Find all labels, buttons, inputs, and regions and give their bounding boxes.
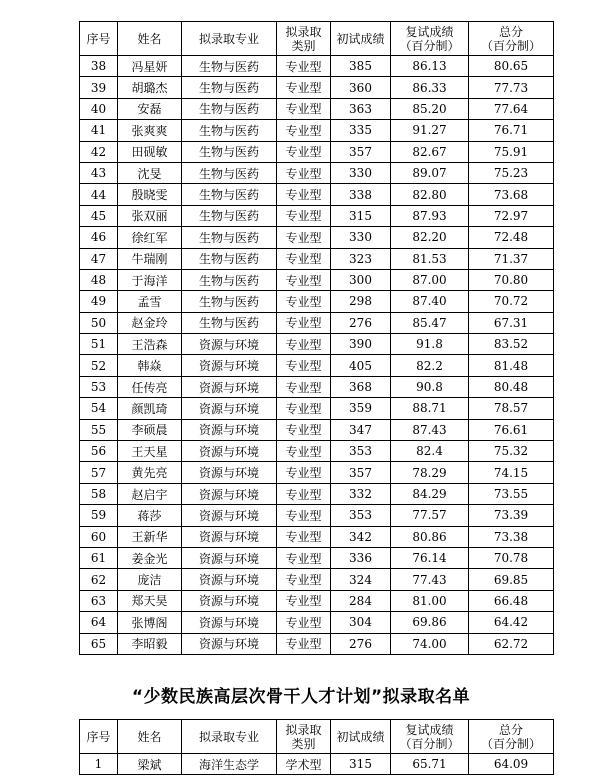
cell-total-score: 70.80 bbox=[469, 269, 554, 290]
cell-total-score: 77.64 bbox=[469, 98, 554, 119]
cell-name: 李硕晨 bbox=[118, 419, 182, 440]
cell-major: 资源与环境 bbox=[182, 633, 277, 654]
cell-seq: 65 bbox=[80, 633, 118, 654]
cell-type: 专业型 bbox=[277, 462, 331, 483]
table-row bbox=[80, 547, 554, 568]
cell-name: 于海洋 bbox=[118, 269, 182, 290]
header-total-score: 总分 （百分制） bbox=[469, 22, 554, 56]
cell-retest-score: 87.93 bbox=[391, 205, 469, 226]
cell-major: 生物与医药 bbox=[182, 205, 277, 226]
cell-name: 王新华 bbox=[118, 526, 182, 547]
cell-name: 冯星妍 bbox=[118, 56, 182, 77]
cell-name: 李昭毅 bbox=[118, 633, 182, 654]
cell-retest-score: 90.8 bbox=[391, 376, 469, 397]
cell-type: 专业型 bbox=[277, 77, 331, 98]
cell-seq: 45 bbox=[80, 205, 118, 226]
cell-type: 专业型 bbox=[277, 612, 331, 633]
cell-total-score: 75.23 bbox=[469, 162, 554, 183]
cell-name: 王天星 bbox=[118, 441, 182, 462]
cell-initial-score: 363 bbox=[331, 98, 391, 119]
cell-seq: 56 bbox=[80, 441, 118, 462]
table-row bbox=[80, 526, 554, 547]
cell-type: 专业型 bbox=[277, 162, 331, 183]
cell-total-score: 73.68 bbox=[469, 184, 554, 205]
cell-seq: 55 bbox=[80, 419, 118, 440]
header-initial-score: 初试成绩 bbox=[331, 720, 391, 754]
minority-section-title: “少数民族高层次骨干人才计划”拟录取名单 bbox=[131, 687, 471, 707]
cell-type: 专业型 bbox=[277, 205, 331, 226]
cell-name: 张双丽 bbox=[118, 205, 182, 226]
cell-seq: 49 bbox=[80, 291, 118, 312]
table-row bbox=[80, 120, 554, 141]
cell-initial-score: 330 bbox=[331, 162, 391, 183]
cell-retest-score: 77.57 bbox=[391, 505, 469, 526]
cell-type: 专业型 bbox=[277, 419, 331, 440]
table-header-row bbox=[80, 22, 554, 56]
table-row bbox=[80, 612, 554, 633]
table-row bbox=[80, 398, 554, 419]
cell-name: 田砚敏 bbox=[118, 141, 182, 162]
cell-retest-score: 88.71 bbox=[391, 398, 469, 419]
cell-total-score: 72.97 bbox=[469, 205, 554, 226]
cell-type: 专业型 bbox=[277, 269, 331, 290]
cell-type: 专业型 bbox=[277, 569, 331, 590]
cell-seq: 53 bbox=[80, 376, 118, 397]
cell-seq: 54 bbox=[80, 398, 118, 419]
cell-name: 张博阁 bbox=[118, 612, 182, 633]
cell-total-score: 75.32 bbox=[469, 441, 554, 462]
table-row bbox=[80, 419, 554, 440]
cell-seq: 43 bbox=[80, 162, 118, 183]
cell-name: 安磊 bbox=[118, 98, 182, 119]
cell-retest-score: 82.80 bbox=[391, 184, 469, 205]
cell-initial-score: 324 bbox=[331, 569, 391, 590]
cell-retest-score: 77.43 bbox=[391, 569, 469, 590]
cell-seq: 40 bbox=[80, 98, 118, 119]
cell-name: 庞洁 bbox=[118, 569, 182, 590]
cell-major: 生物与医药 bbox=[182, 162, 277, 183]
cell-retest-score: 76.14 bbox=[391, 547, 469, 568]
cell-name: 赵启宇 bbox=[118, 483, 182, 504]
cell-type: 专业型 bbox=[277, 355, 331, 376]
cell-major: 资源与环境 bbox=[182, 547, 277, 568]
table-row bbox=[80, 56, 554, 77]
cell-total-score: 70.78 bbox=[469, 547, 554, 568]
cell-total-score: 76.61 bbox=[469, 419, 554, 440]
cell-retest-score: 81.00 bbox=[391, 590, 469, 611]
cell-major: 资源与环境 bbox=[182, 569, 277, 590]
cell-retest-score: 87.00 bbox=[391, 269, 469, 290]
table-row bbox=[80, 205, 554, 226]
cell-initial-score: 330 bbox=[331, 227, 391, 248]
cell-name: 殷晓雯 bbox=[118, 184, 182, 205]
cell-major: 资源与环境 bbox=[182, 590, 277, 611]
cell-initial-score: 336 bbox=[331, 547, 391, 568]
table-row bbox=[80, 754, 554, 775]
cell-retest-score: 81.53 bbox=[391, 248, 469, 269]
table-row bbox=[80, 141, 554, 162]
cell-seq: 50 bbox=[80, 312, 118, 333]
cell-seq: 60 bbox=[80, 526, 118, 547]
cell-major: 资源与环境 bbox=[182, 376, 277, 397]
cell-major: 生物与医药 bbox=[182, 56, 277, 77]
cell-total-score: 64.42 bbox=[469, 612, 554, 633]
table-row bbox=[80, 162, 554, 183]
cell-initial-score: 304 bbox=[331, 612, 391, 633]
cell-major: 资源与环境 bbox=[182, 505, 277, 526]
cell-name: 梁斌 bbox=[118, 754, 182, 775]
cell-seq: 1 bbox=[80, 754, 118, 775]
cell-retest-score: 84.29 bbox=[391, 483, 469, 504]
cell-total-score: 80.65 bbox=[469, 56, 554, 77]
cell-major: 生物与医药 bbox=[182, 269, 277, 290]
cell-type: 专业型 bbox=[277, 590, 331, 611]
cell-retest-score: 82.67 bbox=[391, 141, 469, 162]
cell-initial-score: 368 bbox=[331, 376, 391, 397]
cell-initial-score: 357 bbox=[331, 462, 391, 483]
cell-total-score: 81.48 bbox=[469, 355, 554, 376]
cell-seq: 39 bbox=[80, 77, 118, 98]
cell-type: 专业型 bbox=[277, 633, 331, 654]
cell-total-score: 73.38 bbox=[469, 526, 554, 547]
cell-retest-score: 82.4 bbox=[391, 441, 469, 462]
cell-major: 生物与医药 bbox=[182, 77, 277, 98]
cell-type: 专业型 bbox=[277, 56, 331, 77]
cell-major: 生物与医药 bbox=[182, 227, 277, 248]
cell-major: 生物与医药 bbox=[182, 184, 277, 205]
cell-name: 孟雪 bbox=[118, 291, 182, 312]
header-type: 拟录取 类别 bbox=[277, 22, 331, 56]
table-row bbox=[80, 569, 554, 590]
table-row bbox=[80, 633, 554, 654]
cell-total-score: 77.73 bbox=[469, 77, 554, 98]
cell-total-score: 72.48 bbox=[469, 227, 554, 248]
cell-initial-score: 338 bbox=[331, 184, 391, 205]
cell-total-score: 73.39 bbox=[469, 505, 554, 526]
cell-initial-score: 276 bbox=[331, 633, 391, 654]
cell-initial-score: 347 bbox=[331, 419, 391, 440]
cell-major: 海洋生态学 bbox=[182, 754, 277, 775]
cell-initial-score: 360 bbox=[331, 77, 391, 98]
cell-name: 颜凯琦 bbox=[118, 398, 182, 419]
cell-initial-score: 357 bbox=[331, 141, 391, 162]
cell-seq: 46 bbox=[80, 227, 118, 248]
table-row bbox=[80, 248, 554, 269]
cell-retest-score: 87.43 bbox=[391, 419, 469, 440]
cell-initial-score: 335 bbox=[331, 120, 391, 141]
cell-type: 专业型 bbox=[277, 291, 331, 312]
cell-total-score: 76.71 bbox=[469, 120, 554, 141]
cell-major: 资源与环境 bbox=[182, 612, 277, 633]
cell-seq: 63 bbox=[80, 590, 118, 611]
table-row bbox=[80, 441, 554, 462]
table-row bbox=[80, 483, 554, 504]
cell-name: 黄先亮 bbox=[118, 462, 182, 483]
cell-type: 专业型 bbox=[277, 184, 331, 205]
cell-initial-score: 300 bbox=[331, 269, 391, 290]
cell-major: 资源与环境 bbox=[182, 398, 277, 419]
admission-table bbox=[79, 21, 554, 655]
cell-seq: 38 bbox=[80, 56, 118, 77]
cell-retest-score: 87.40 bbox=[391, 291, 469, 312]
header-name: 姓名 bbox=[118, 720, 182, 754]
cell-type: 专业型 bbox=[277, 227, 331, 248]
cell-retest-score: 74.00 bbox=[391, 633, 469, 654]
table-row bbox=[80, 184, 554, 205]
cell-name: 姜金光 bbox=[118, 547, 182, 568]
cell-initial-score: 405 bbox=[331, 355, 391, 376]
cell-retest-score: 86.13 bbox=[391, 56, 469, 77]
cell-initial-score: 276 bbox=[331, 312, 391, 333]
cell-major: 资源与环境 bbox=[182, 334, 277, 355]
cell-seq: 57 bbox=[80, 462, 118, 483]
cell-name: 赵金玲 bbox=[118, 312, 182, 333]
cell-retest-score: 82.2 bbox=[391, 355, 469, 376]
cell-name: 蒋莎 bbox=[118, 505, 182, 526]
cell-name: 郑天昊 bbox=[118, 590, 182, 611]
cell-retest-score: 91.8 bbox=[391, 334, 469, 355]
cell-seq: 58 bbox=[80, 483, 118, 504]
table-row bbox=[80, 291, 554, 312]
cell-retest-score: 89.07 bbox=[391, 162, 469, 183]
cell-name: 张爽爽 bbox=[118, 120, 182, 141]
cell-major: 生物与医药 bbox=[182, 141, 277, 162]
cell-seq: 44 bbox=[80, 184, 118, 205]
cell-major: 资源与环境 bbox=[182, 526, 277, 547]
header-major: 拟录取专业 bbox=[182, 22, 277, 56]
cell-type: 专业型 bbox=[277, 312, 331, 333]
cell-total-score: 83.52 bbox=[469, 334, 554, 355]
table-row bbox=[80, 77, 554, 98]
cell-seq: 48 bbox=[80, 269, 118, 290]
cell-total-score: 73.55 bbox=[469, 483, 554, 504]
cell-type: 专业型 bbox=[277, 248, 331, 269]
cell-seq: 64 bbox=[80, 612, 118, 633]
cell-initial-score: 315 bbox=[331, 205, 391, 226]
cell-major: 生物与医药 bbox=[182, 98, 277, 119]
table-row bbox=[80, 376, 554, 397]
cell-type: 专业型 bbox=[277, 334, 331, 355]
header-seq: 序号 bbox=[80, 22, 118, 56]
cell-total-score: 75.91 bbox=[469, 141, 554, 162]
cell-seq: 51 bbox=[80, 334, 118, 355]
header-type: 拟录取 类别 bbox=[277, 720, 331, 754]
cell-total-score: 70.72 bbox=[469, 291, 554, 312]
cell-type: 专业型 bbox=[277, 483, 331, 504]
cell-initial-score: 353 bbox=[331, 505, 391, 526]
cell-major: 资源与环境 bbox=[182, 462, 277, 483]
cell-type: 专业型 bbox=[277, 98, 331, 119]
cell-retest-score: 65.71 bbox=[391, 754, 469, 775]
cell-name: 任传亮 bbox=[118, 376, 182, 397]
cell-initial-score: 284 bbox=[331, 590, 391, 611]
cell-major: 生物与医药 bbox=[182, 312, 277, 333]
cell-name: 韩焱 bbox=[118, 355, 182, 376]
cell-name: 胡璐杰 bbox=[118, 77, 182, 98]
header-initial-score: 初试成绩 bbox=[331, 22, 391, 56]
minority-admission-table bbox=[79, 719, 554, 775]
cell-seq: 47 bbox=[80, 248, 118, 269]
cell-total-score: 66.48 bbox=[469, 590, 554, 611]
header-retest-score: 复试成绩 （百分制） bbox=[391, 22, 469, 56]
cell-type: 专业型 bbox=[277, 398, 331, 419]
cell-total-score: 64.09 bbox=[469, 754, 554, 775]
cell-type: 专业型 bbox=[277, 120, 331, 141]
cell-retest-score: 91.27 bbox=[391, 120, 469, 141]
header-total-score: 总分 （百分制） bbox=[469, 720, 554, 754]
table-row bbox=[80, 590, 554, 611]
cell-major: 生物与医药 bbox=[182, 248, 277, 269]
cell-initial-score: 332 bbox=[331, 483, 391, 504]
cell-major: 资源与环境 bbox=[182, 441, 277, 462]
table-row bbox=[80, 334, 554, 355]
cell-major: 资源与环境 bbox=[182, 483, 277, 504]
cell-initial-score: 390 bbox=[331, 334, 391, 355]
cell-initial-score: 353 bbox=[331, 441, 391, 462]
table-row bbox=[80, 227, 554, 248]
table-header-row bbox=[80, 720, 554, 754]
cell-type: 专业型 bbox=[277, 526, 331, 547]
cell-retest-score: 82.20 bbox=[391, 227, 469, 248]
cell-retest-score: 80.86 bbox=[391, 526, 469, 547]
cell-total-score: 74.15 bbox=[469, 462, 554, 483]
cell-initial-score: 385 bbox=[331, 56, 391, 77]
cell-total-score: 62.72 bbox=[469, 633, 554, 654]
cell-name: 王浩森 bbox=[118, 334, 182, 355]
cell-total-score: 69.85 bbox=[469, 569, 554, 590]
table-row bbox=[80, 269, 554, 290]
cell-type: 专业型 bbox=[277, 505, 331, 526]
table-row bbox=[80, 355, 554, 376]
cell-seq: 59 bbox=[80, 505, 118, 526]
cell-initial-score: 342 bbox=[331, 526, 391, 547]
cell-type: 专业型 bbox=[277, 547, 331, 568]
cell-seq: 61 bbox=[80, 547, 118, 568]
cell-seq: 42 bbox=[80, 141, 118, 162]
table-row bbox=[80, 312, 554, 333]
cell-retest-score: 86.33 bbox=[391, 77, 469, 98]
header-major: 拟录取专业 bbox=[182, 720, 277, 754]
cell-major: 资源与环境 bbox=[182, 419, 277, 440]
cell-initial-score: 323 bbox=[331, 248, 391, 269]
cell-total-score: 78.57 bbox=[469, 398, 554, 419]
cell-seq: 62 bbox=[80, 569, 118, 590]
header-retest-score: 复试成绩 （百分制） bbox=[391, 720, 469, 754]
cell-major: 生物与医药 bbox=[182, 291, 277, 312]
cell-total-score: 71.37 bbox=[469, 248, 554, 269]
cell-major: 资源与环境 bbox=[182, 355, 277, 376]
cell-type: 专业型 bbox=[277, 141, 331, 162]
cell-total-score: 67.31 bbox=[469, 312, 554, 333]
cell-initial-score: 315 bbox=[331, 754, 391, 775]
cell-total-score: 80.48 bbox=[469, 376, 554, 397]
cell-initial-score: 298 bbox=[331, 291, 391, 312]
cell-retest-score: 85.20 bbox=[391, 98, 469, 119]
table-row bbox=[80, 505, 554, 526]
cell-initial-score: 359 bbox=[331, 398, 391, 419]
cell-name: 徐红军 bbox=[118, 227, 182, 248]
cell-seq: 41 bbox=[80, 120, 118, 141]
cell-retest-score: 78.29 bbox=[391, 462, 469, 483]
header-seq: 序号 bbox=[80, 720, 118, 754]
cell-retest-score: 69.86 bbox=[391, 612, 469, 633]
cell-type: 专业型 bbox=[277, 376, 331, 397]
table-row bbox=[80, 462, 554, 483]
cell-type: 专业型 bbox=[277, 441, 331, 462]
cell-name: 沈旻 bbox=[118, 162, 182, 183]
cell-type: 学术型 bbox=[277, 754, 331, 775]
cell-name: 牛瑞刚 bbox=[118, 248, 182, 269]
cell-retest-score: 85.47 bbox=[391, 312, 469, 333]
cell-seq: 52 bbox=[80, 355, 118, 376]
cell-major: 生物与医药 bbox=[182, 120, 277, 141]
header-name: 姓名 bbox=[118, 22, 182, 56]
table-row bbox=[80, 98, 554, 119]
